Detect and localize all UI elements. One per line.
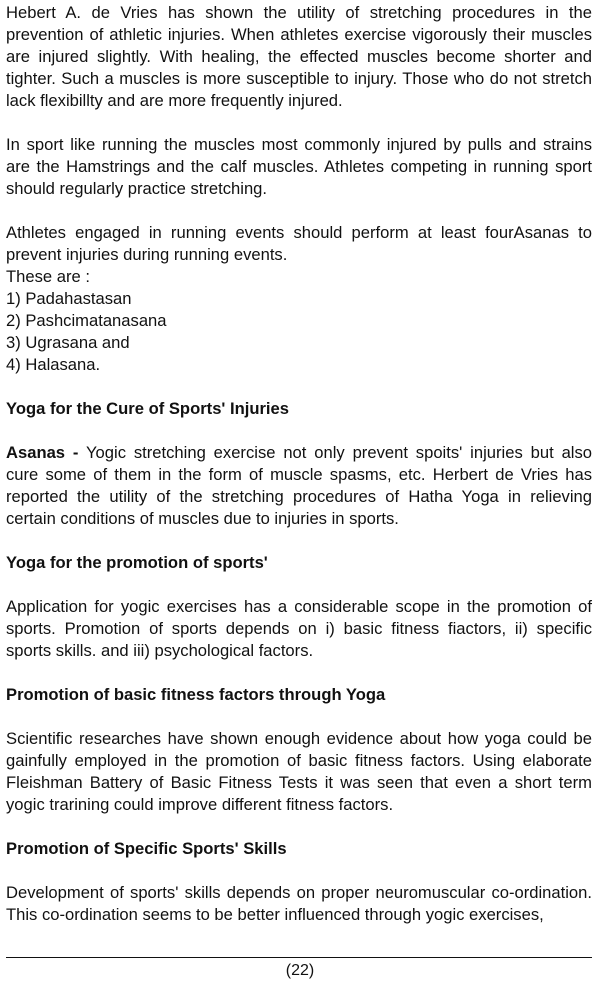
- paragraph-promotion-scope: Application for yogic exercises has a considerable scope in the promotion of sports. Promotion of sports depends on i) basic fitness fiactors, ii) specific sports skills. and iii) psychological factors.: [6, 597, 592, 660]
- asanas-lead-term: Asanas -: [6, 443, 79, 462]
- heading-cure-injuries: Yoga for the Cure of Sports' Injuries: [6, 399, 289, 418]
- paragraph-skills-development: Development of sports' skills depends on proper neuromuscular co-ordination. This co-ordination seems to be better influenced through yogic exercises,: [6, 883, 592, 924]
- page-body: [6, 2, 592, 926]
- paragraph-fitness-research: Scientific researches have shown enough evidence about how yoga could be gainfully employed in the promotion of basic fitness factors. Using elaborate Fleishman Battery of Basic Fitness Tests it was seen that even a short term yogic trarining could improve different fitness factors.: [6, 729, 592, 814]
- asanas-list: [6, 288, 592, 376]
- asanas-list-intro: These are :: [6, 267, 90, 286]
- list-item: 4) Halasana.: [6, 355, 101, 374]
- paragraph-running-injuries: In sport like running the muscles most commonly injured by pulls and strains are the Hamstrings and the calf muscles. Athletes competing in running sport should regularly practice stretching.: [6, 135, 592, 198]
- asanas-cure-text: Yogic stretching exercise not only prevent spoits' injuries but also cure some of them in the form of muscle spasms, etc. Herbert de Vries has reported the utility of the stretching procedures of Hatha Yoga in relieving certain conditions of muscles due to injuries in sports.: [6, 443, 593, 528]
- heading-specific-skills: Promotion of Specific Sports' Skills: [6, 839, 287, 858]
- paragraph-stretching-prevention: Hebert A. de Vries has shown the utility of stretching procedures in the prevention of athletic injuries. When athletes exercise vigorously their muscles are injured slightly. With healing, the effected muscles become shorter and tighter. Such a muscles is more susceptible to injury. Those who do not stretch lack flexibillty and are more frequently injured.: [6, 3, 592, 110]
- page-number: (22): [285, 962, 315, 979]
- list-item: 2) Pashcimatanasana: [6, 311, 167, 330]
- list-item: 1) Padahastasan: [6, 289, 132, 308]
- heading-basic-fitness: Promotion of basic fitness factors through Yoga: [6, 685, 386, 704]
- paragraph-asanas-cure: [6, 442, 592, 530]
- paragraph-four-asanas: Athletes engaged in running events should perform at least fourAsanas to prevent injuries during running events.: [6, 223, 592, 264]
- heading-promotion-of-sports: Yoga for the promotion of sports': [6, 553, 268, 572]
- footer-divider: [6, 957, 592, 958]
- list-item: 3) Ugrasana and: [6, 333, 130, 352]
